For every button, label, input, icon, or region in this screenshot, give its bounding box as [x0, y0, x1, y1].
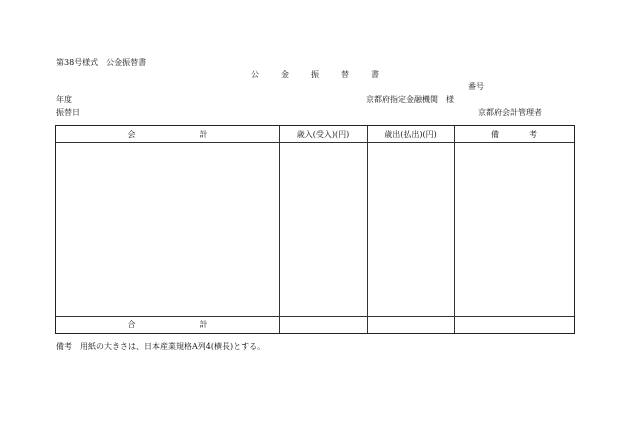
- revenue-total-cell[interactable]: [280, 317, 367, 333]
- total-row-label: 合計: [127, 320, 272, 329]
- column-header-remarks: 備考: [491, 130, 567, 139]
- footnote: 備考 用紙の大きさは、日本産業規格A列4(横長)とする。: [56, 342, 266, 351]
- revenue-entry-cell[interactable]: [280, 143, 367, 316]
- remarks-entry-cell[interactable]: [455, 143, 574, 316]
- number-label: 番号: [468, 82, 484, 91]
- column-header-revenue: 歳入(受入)(円): [296, 130, 350, 139]
- expenditure-total-cell[interactable]: [368, 317, 454, 333]
- form-number: 第38号様式 公金振替書: [56, 58, 147, 67]
- transfer-ledger-table: [55, 125, 575, 334]
- fiscal-year-label: 年度: [56, 95, 72, 104]
- document-title: 公金振替書: [251, 70, 401, 79]
- account-entry-cell[interactable]: [56, 143, 279, 316]
- column-header-expenditure: 歳出(払出)(円): [384, 130, 437, 139]
- column-header-account: 会計: [127, 130, 272, 139]
- transfer-date-label: 振替日: [56, 108, 80, 117]
- bank-addressee: 京都府指定金融機関 様: [366, 95, 454, 104]
- treasurer-label: 京都府会計管理者: [478, 108, 542, 117]
- remarks-total-cell[interactable]: [455, 317, 574, 333]
- expenditure-entry-cell[interactable]: [368, 143, 454, 316]
